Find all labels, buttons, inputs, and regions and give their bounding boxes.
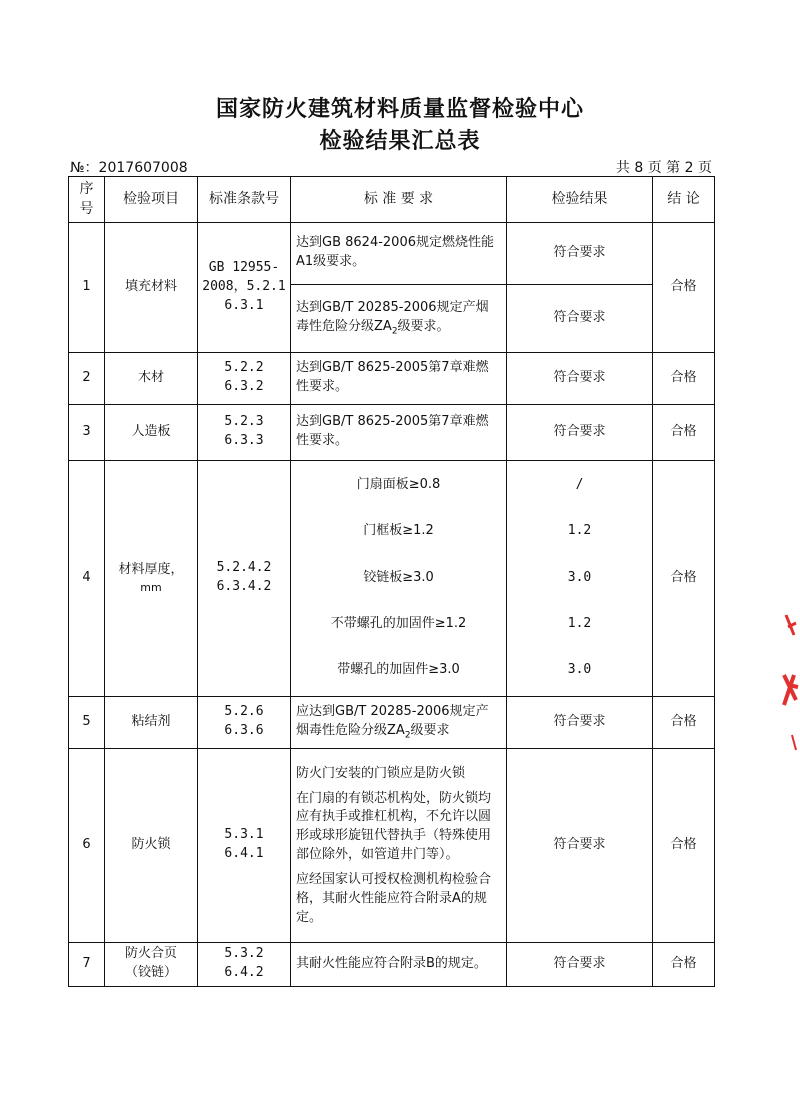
cell-result: 符合要求 [507, 284, 653, 352]
clause-line: 5.2.2 [224, 360, 264, 376]
requirement-paragraph: 在门扇的有锁芯机构处，防火锁均应有执手或推杠机构，不允许以圆形或球形旋钮代替执手（特殊使用部位除外，如管道井门等）。 [296, 790, 492, 863]
clause-line: 6.3.4.2 [216, 579, 272, 595]
item-line: mm [140, 580, 162, 594]
cell-conclusion: 合格 [653, 460, 715, 696]
cell-result: 符合要求 [507, 942, 653, 986]
cell-item: 防火锁 [105, 748, 198, 942]
cell-conclusion: 合格 [653, 942, 715, 986]
cell-seq: 7 [69, 942, 105, 986]
item-line: （铰链） [124, 965, 177, 981]
header-requirement: 标 准 要 求 [291, 177, 507, 223]
clause-line: 6.4.2 [224, 965, 264, 981]
cell-result: 符合要求 [507, 352, 653, 404]
clause-line: 5.2.6 [224, 704, 264, 720]
cell-requirement: 其耐火性能应符合附录B的规定。 [291, 942, 507, 986]
requirement-paragraph: 防火门安装的门锁应是防火锁 [296, 765, 466, 781]
clause-line: 5.2.4.2 [216, 560, 272, 576]
cell-conclusion: 合格 [653, 352, 715, 404]
cell-item: 粘结剂 [105, 696, 198, 748]
item-line: 防火合页 [124, 946, 177, 962]
requirement-paragraph: 应经国家认可授权检测机构检验合格，其耐火性能应符合附录A的规定。 [296, 871, 492, 925]
cell-seq: 1 [69, 222, 105, 352]
cell-result: 符合要求 [507, 696, 653, 748]
cell-clause [198, 404, 291, 460]
cell-seq: 6 [69, 748, 105, 942]
clause-line: 6.3.2 [224, 379, 264, 395]
cell-clause: GB 12955-2008，5.2.1 6.3.1 [198, 222, 291, 352]
subscript: 2 [404, 730, 411, 741]
red-seal-fragment [778, 605, 800, 755]
cell-conclusion: 合格 [653, 404, 715, 460]
cell-result [507, 460, 653, 696]
thickness-result: 1.2 [567, 523, 592, 539]
cell-result: 符合要求 [507, 748, 653, 942]
subscript: 2 [391, 326, 398, 337]
clause-line: 6.4.1 [224, 846, 264, 862]
cell-seq: 2 [69, 352, 105, 404]
cell-requirement [291, 696, 507, 748]
header-item: 检验项目 [105, 177, 198, 223]
cell-seq: 5 [69, 696, 105, 748]
requirement-text: 级要求 [410, 723, 450, 739]
cell-seq: 4 [69, 460, 105, 696]
table-row [69, 352, 715, 404]
cell-item: 填充材料 [105, 222, 198, 352]
thickness-result: 3.0 [567, 662, 592, 678]
thickness-result: / [575, 477, 584, 493]
cell-requirement [291, 284, 507, 352]
cell-clause [198, 352, 291, 404]
cell-seq: 3 [69, 404, 105, 460]
report-subtitle: 检验结果汇总表 [319, 129, 481, 154]
cell-requirement: 达到GB/T 8625-2005第7章难燃性要求。 [291, 404, 507, 460]
cell-item [105, 460, 198, 696]
cell-requirement [291, 460, 507, 696]
table-row [69, 748, 715, 942]
table-row [69, 942, 715, 986]
requirement-text: 应达到GB/T 20285-2006规定产烟毒性危险分级ZA [296, 704, 489, 739]
clause-line: 6.3.3 [224, 433, 264, 449]
clause-line: 6.3.6 [224, 723, 264, 739]
clause-line: 5.3.1 [224, 827, 264, 843]
cell-conclusion: 合格 [653, 696, 715, 748]
cell-conclusion: 合格 [653, 222, 715, 352]
document-number: №：2017607008 [70, 160, 188, 176]
thickness-requirement: 铰链板≥3.0 [363, 569, 434, 585]
cell-requirement: 达到GB/T 8625-2005第7章难燃性要求。 [291, 352, 507, 404]
table-row [69, 696, 715, 748]
table-row [69, 460, 715, 696]
item-line: 材料厚度， [118, 561, 184, 577]
cell-clause [198, 942, 291, 986]
requirement-text: 级要求。 [397, 319, 450, 335]
thickness-requirement: 带螺孔的加固件≥3.0 [337, 662, 460, 678]
header-clause: 标准条款号 [198, 177, 291, 223]
clause-line: 5.3.2 [224, 946, 264, 962]
table-row [69, 222, 715, 284]
thickness-result: 3.0 [567, 569, 592, 585]
cell-result: 符合要求 [507, 404, 653, 460]
thickness-requirement: 不带螺孔的加固件≥1.2 [330, 615, 467, 631]
table-row [69, 404, 715, 460]
cell-clause [198, 460, 291, 696]
cell-clause [198, 696, 291, 748]
cell-item: 人造板 [105, 404, 198, 460]
header-conclusion: 结 论 [653, 177, 715, 223]
table-header-row [69, 177, 715, 223]
requirement-text: 达到GB/T 20285-2006规定产烟毒性危险分级ZA [296, 300, 489, 335]
cell-item [105, 942, 198, 986]
clause-line: 5.2.3 [224, 414, 264, 430]
cell-item: 木材 [105, 352, 198, 404]
header-result: 检验结果 [507, 177, 653, 223]
header-seq: 序号 [69, 177, 105, 223]
cell-requirement [291, 748, 507, 942]
page-info: 共 8 页 第 2 页 [615, 160, 712, 176]
cell-conclusion: 合格 [653, 748, 715, 942]
report-title: 国家防火建筑材料质量监督检验中心 [215, 97, 584, 122]
thickness-result: 1.2 [567, 615, 592, 631]
cell-requirement: 达到GB 8624-2006规定燃烧性能A1级要求。 [291, 222, 507, 284]
cell-result: 符合要求 [507, 222, 653, 284]
thickness-requirement: 门扇面板≥0.8 [356, 477, 441, 493]
thickness-requirement: 门框板≥1.2 [363, 523, 434, 539]
cell-clause [198, 748, 291, 942]
results-table [68, 176, 715, 987]
